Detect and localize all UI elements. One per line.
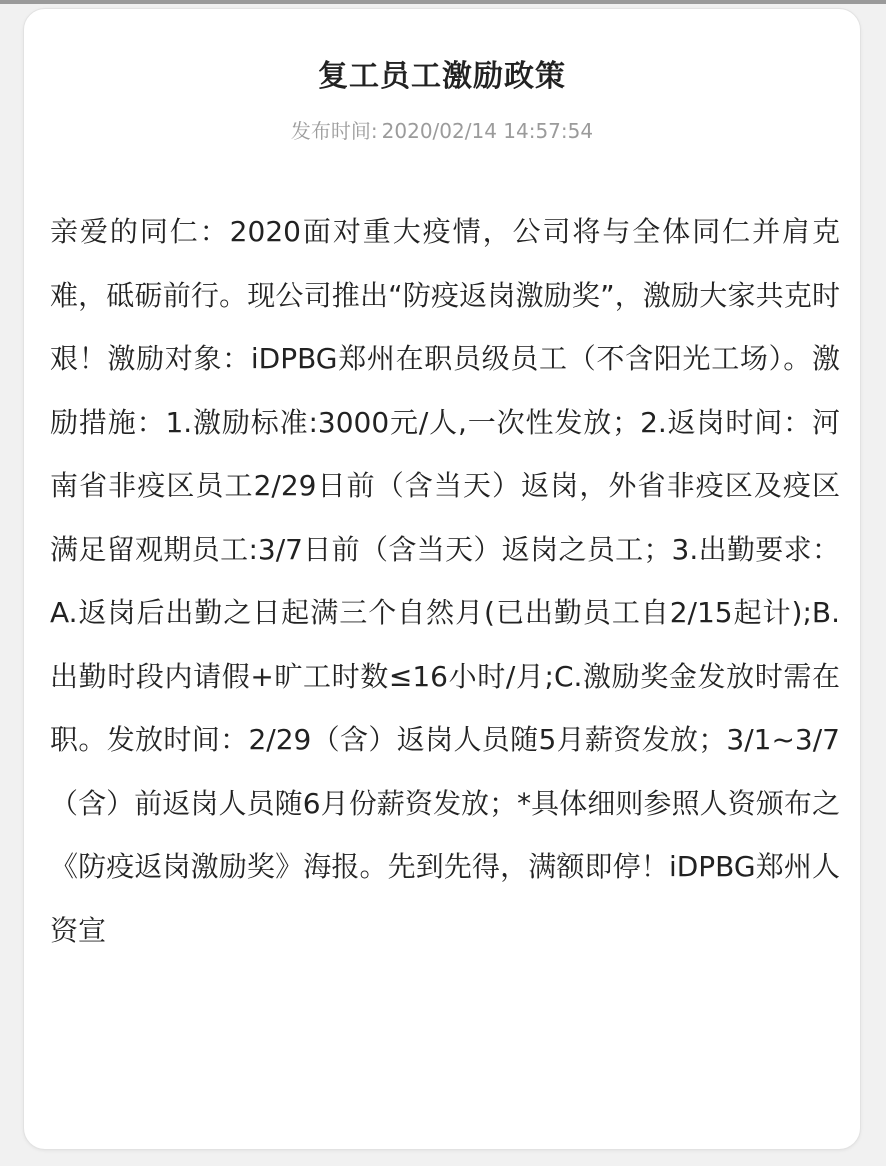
top-divider xyxy=(0,0,886,4)
article-title: 复工员工激励政策 xyxy=(318,59,566,94)
publish-time: 2020/02/14 14:57:54 xyxy=(381,119,594,143)
publish-label: 发布时间: xyxy=(290,119,378,143)
article-card xyxy=(23,8,861,1150)
article-body: 亲爱的同仁：2020面对重大疫情，公司将与全体同仁并肩克难，砥砺前行。现公司推出“防疫返岗激励奖”，激励大家共克时艰！激励对象：iDPBG郑州在职员级员工（不含阳光工场）。激励措施：1.激励标准:3000元/人,一次性发放；2.返岗时间：河南省非疫区员工2/29日前（含当天）返岗，外省非疫区及疫区满足留观期员工:3/7日前（含当天）返岗之员工；3.出勤要求：A.返岗后出勤之日起满三个自然月(已出勤员工自2/15起计);B.出勤时段内请假+旷工时数≤16小时/月;C.激励奖金发放时需在职。发放时间：2/29（含）返岗人员随5月薪资发放；3/1~3/7（含）前返岗人员随6月份薪资发放；*具体细则参照人资颁布之《防疫返岗激励奖》海报。先到先得，满额即停！iDPBG郑州人资宣 xyxy=(50,215,840,947)
publish-info xyxy=(24,115,860,147)
